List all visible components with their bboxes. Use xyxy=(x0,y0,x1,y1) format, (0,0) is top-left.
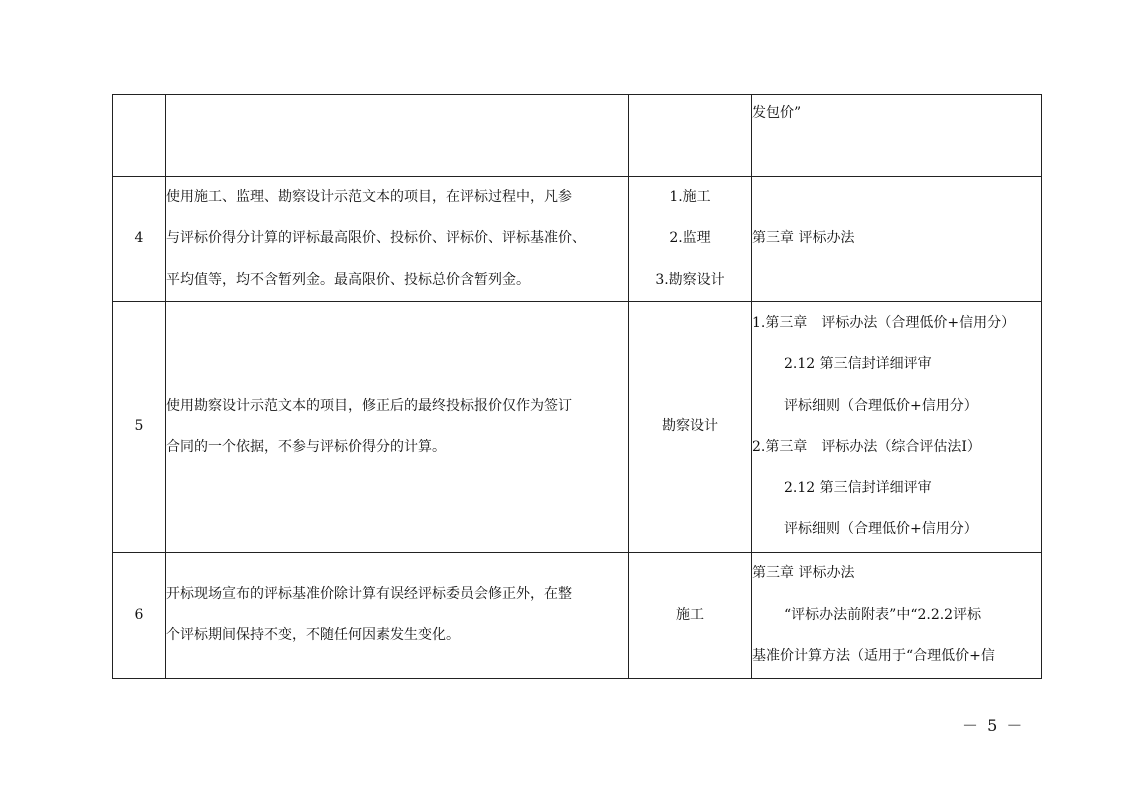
project-type-line: 施工 xyxy=(676,606,704,623)
description-cell xyxy=(166,552,629,678)
document-table xyxy=(112,94,1042,679)
reference-cell xyxy=(752,177,1042,302)
reference-line: 评标细则（合理低价+信用分） xyxy=(784,521,978,538)
reference-line: 2.12 第三信封详细评审 xyxy=(784,356,932,373)
description-line: 合同的一个依据，不参与评标价得分的计算。 xyxy=(166,438,446,455)
reference-cell xyxy=(752,552,1042,678)
description-line: 使用施工、监理、勘察设计示范文本的项目，在评标过程中，凡参 xyxy=(166,189,572,205)
project-type-cell xyxy=(629,301,752,552)
reference-line: 第三章 评标办法 xyxy=(752,230,855,247)
reference-line: 第三章 评标办法 xyxy=(752,565,855,582)
reference-cell xyxy=(752,301,1042,552)
description-line: 个评标期间保持不变，不随任何因素发生变化。 xyxy=(166,627,460,644)
description-line: 平均值等，均不含暂列金。最高限价、投标总价含暂列金。 xyxy=(166,271,530,288)
project-type-cell xyxy=(629,552,752,678)
description-cell xyxy=(166,301,629,552)
reference-line: 2.第三章 评标办法（综合评估法Ⅰ） xyxy=(752,438,981,455)
reference-line: 评标细则（合理低价+信用分） xyxy=(784,397,978,414)
reference-line: “评标办法前附表”中“2.2.2评标 xyxy=(784,606,982,623)
table-row xyxy=(113,552,1042,678)
description-cell xyxy=(166,177,629,302)
reference-line: 2.12 第三信封详细评审 xyxy=(784,480,932,497)
description-line: 与评标价得分计算的评标最高限价、投标价、评标价、评标基准价、 xyxy=(166,230,586,247)
description-line: 使用勘察设计示范文本的项目，修正后的最终投标报价仅作为签订 xyxy=(166,397,572,414)
row-number-cell xyxy=(113,95,166,177)
table-row xyxy=(113,177,1042,302)
row-number-cell: 4 xyxy=(113,177,166,302)
reference-line: 1.第三章 评标办法（合理低价+信用分） xyxy=(752,315,1016,331)
row-number-cell: 6 xyxy=(113,552,166,678)
page-number: － 5 － xyxy=(962,716,1025,735)
description-cell xyxy=(166,95,629,177)
reference-line: 发包价” xyxy=(752,105,802,121)
project-type-line: 3.勘察设计 xyxy=(655,271,725,288)
row-number-cell: 5 xyxy=(113,301,166,552)
project-type-cell xyxy=(629,177,752,302)
reference-cell xyxy=(752,95,1042,177)
project-type-cell xyxy=(629,95,752,177)
table-row xyxy=(113,95,1042,177)
reference-line: 基准价计算方法（适用于“合理低价+信 xyxy=(752,648,995,665)
project-type-line: 2.监理 xyxy=(669,230,711,247)
project-type-line: 1.施工 xyxy=(669,189,711,205)
table-row xyxy=(113,301,1042,552)
description-line: 开标现场宣布的评标基准价除计算有误经评标委员会修正外，在整 xyxy=(166,586,572,603)
project-type-line: 勘察设计 xyxy=(662,418,718,435)
